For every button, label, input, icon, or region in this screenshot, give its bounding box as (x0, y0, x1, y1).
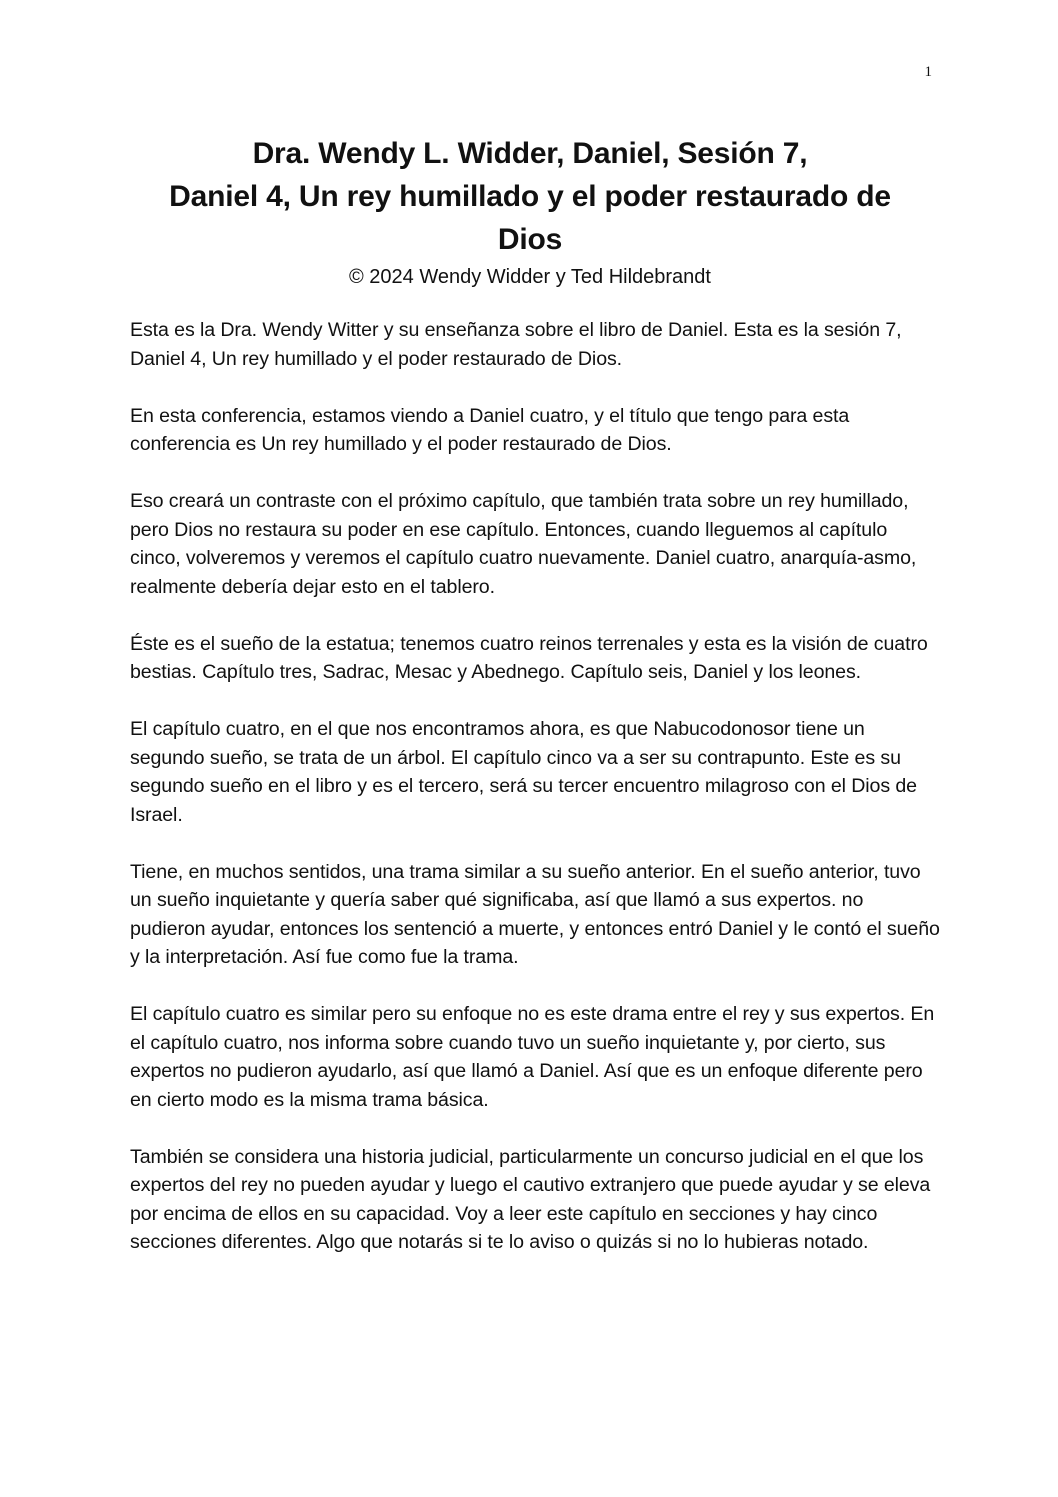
document-header (110, 132, 950, 291)
paragraph-1: Esta es la Dra. Wendy Witter y su enseñanza sobre el libro de Daniel. Esta es la sesión 7, Daniel 4, Un rey humillado y el poder restaurado de Dios. (130, 319, 902, 370)
paragraph-2: En esta conferencia, estamos viendo a Daniel cuatro, y el título que tengo para esta conferencia es Un rey humillado y el poder restaurado de Dios. (130, 404, 850, 455)
paragraph-6: Tiene, en muchos sentidos, una trama similar a su sueño anterior. En el sueño anterior, tuvo un sueño inquietante y quería saber qué significaba, así que llamó a sus expertos. no pudieron ayudar, entonces los sentenció a muerte, y entonces entró Daniel y le contó el sueño y la interpretación. Así fue como fue la trama. (130, 860, 940, 968)
paragraph-5: El capítulo cuatro, en el que nos encontramos ahora, es que Nabucodonosor tiene un segundo sueño, se trata de un árbol. El capítulo cinco va a ser su contrapunto. Este es su segundo sueño en el libro y es el tercero, será su tercer encuentro milagroso con el Dios de Israel. (130, 718, 917, 826)
title-line-3: Dios (497, 223, 563, 256)
page-number: 1 (924, 64, 932, 80)
document-body (130, 316, 940, 1285)
copyright-line: © 2024 Wendy Widder y Ted Hildebrandt (349, 266, 711, 288)
paragraph-8: También se considera una historia judicial, particularmente un concurso judicial en el que los expertos del rey no pueden ayudar y luego el cautivo extranjero que puede ayudar y se eleva por encima de ellos en su capacidad. Voy a leer este capítulo en secciones y hay cinco secciones diferentes. Algo que notarás si te lo aviso o quizás si no lo hubieras notado. (130, 1145, 931, 1253)
title-line-2: Daniel 4, Un rey humillado y el poder restaurado de (169, 180, 891, 213)
paragraph-4: Éste es el sueño de la estatua; tenemos cuatro reinos terrenales y esta es la visión de cuatro bestias. Capítulo tres, Sadrac, Mesac y Abednego. Capítulo seis, Daniel y los leones. (130, 632, 928, 683)
paragraph-3: Eso creará un contraste con el próximo capítulo, que también trata sobre un rey humillado, pero Dios no restaura su poder en ese capítulo. Entonces, cuando lleguemos al capítulo cinco, volveremos y veremos el capítulo cuatro nuevamente. Daniel cuatro, anarquía-asmo, realmente debería dejar esto en el tablero. (130, 490, 917, 598)
title-line-1: Dra. Wendy L. Widder, Daniel, Sesión 7, (252, 137, 808, 170)
paragraph-7: El capítulo cuatro es similar pero su enfoque no es este drama entre el rey y sus expertos. En el capítulo cuatro, nos informa sobre cuando tuvo un sueño inquietante y, por cierto, sus expertos no pudieron ayudarlo, así que llamó a Daniel. Así que es un enfoque diferente pero en cierto modo es la misma trama básica. (130, 1003, 935, 1111)
